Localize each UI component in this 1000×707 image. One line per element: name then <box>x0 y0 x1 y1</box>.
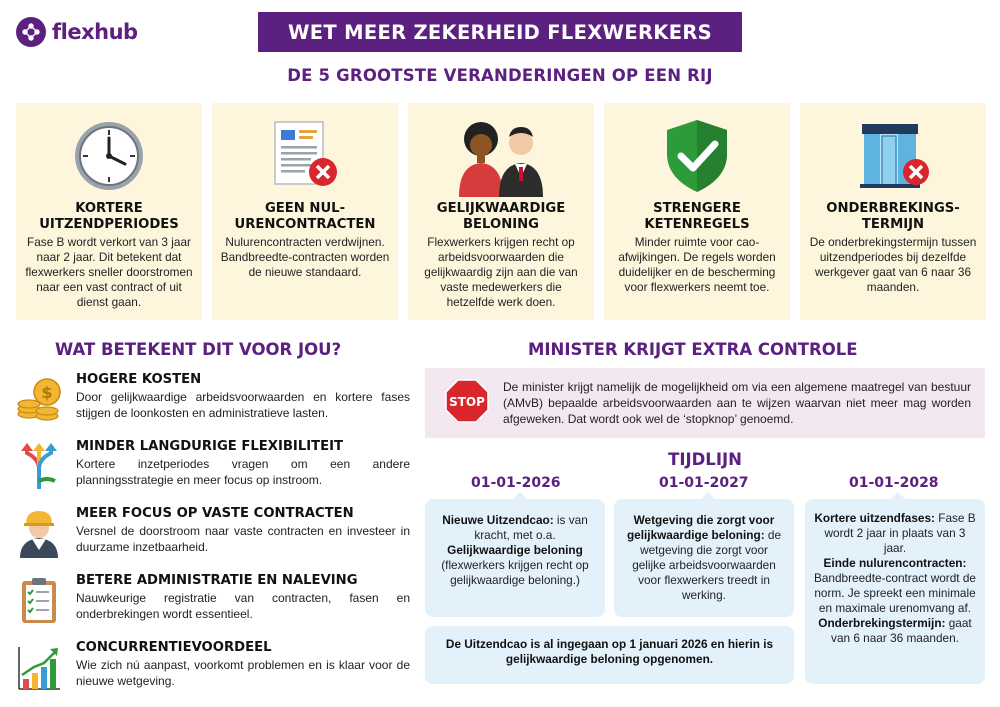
box-text: Bandbreedte-contract wordt de norm. Je spreekt een minimale en maximale urenomvang af. <box>814 571 976 615</box>
card-gelijkwaardige-beloning <box>408 103 594 320</box>
list-item <box>14 372 410 426</box>
svg-text:$: $ <box>41 383 53 402</box>
list-item-title: CONCURRENTIEVOORDEEL <box>76 640 272 655</box>
growth-chart-icon <box>14 640 64 694</box>
two-people-icon <box>416 115 586 197</box>
list-item <box>14 640 410 694</box>
box-bold: Kortere uitzendfases: <box>814 511 935 525</box>
card-title: ONDERBREKINGS-TERMIJN <box>826 201 960 232</box>
timeline-heading: TIJDLIJN <box>668 450 742 469</box>
box-text: (flexwerkers krijgen recht op gelijkwaardige beloning.) <box>441 558 589 587</box>
card-title: GEEN NUL-URENCONTRACTEN <box>234 201 376 232</box>
left-section-heading: WAT BETEKENT DIT VOOR JOU? <box>55 340 342 359</box>
box-text: Fase B wordt 2 jaar in plaats van 3 jaar. <box>824 511 976 555</box>
box-bold: Nieuwe Uitzendcao: <box>442 513 554 527</box>
clock-icon <box>24 115 194 197</box>
box-bold: Einde nulurencontracten: <box>823 556 967 570</box>
list-item <box>14 439 410 493</box>
shield-check-icon <box>612 115 782 197</box>
list-item-text: Kortere inzetperiodes vragen om een andere planningsstrategie en meer focus op instroom. <box>76 457 410 487</box>
flexhub-logo[interactable] <box>16 14 156 50</box>
card-title: STRENGERE KETENREGELS <box>644 201 750 232</box>
box-text: gaat van 6 naar 36 maanden. <box>831 616 972 645</box>
door-cross-icon <box>808 115 978 197</box>
timeline-box-2026 <box>425 499 605 617</box>
list-item-title: MEER FOCUS OP VASTE CONTRACTEN <box>76 506 354 521</box>
minister-text: De minister krijgt namelijk de mogelijkheid om via een algemene maatregel van bestuur (AMvB) bepaalde arbeidsvoorwaarden aan te wijzen waarvan niet meer mag worden afgeweken. Dat wordt ook wel de ‘stopknop’ genoemd. <box>503 380 971 426</box>
list-item-text: Door gelijkwaardige arbeidsvoorwaarden en kortere fases stijgen de loonkosten en administratieve lasten. <box>76 390 410 420</box>
list-item <box>14 506 410 560</box>
construction-worker-icon <box>14 506 64 560</box>
timeline-date-2028: 01-01-2028 <box>849 475 939 491</box>
card-kortere-uitzendperiodes <box>16 103 202 320</box>
card-text: Minder ruimte voor cao-afwijkingen. De regels worden duidelijker en de bescherming voor flexwerkers neemt toe. <box>618 235 776 294</box>
list-item-title: MINDER LANGDURIGE FLEXIBILITEIT <box>76 439 344 454</box>
list-item-title: HOGERE KOSTEN <box>76 372 202 387</box>
network-icon <box>16 17 46 47</box>
minister-heading: MINISTER KRIJGT EXTRA CONTROLE <box>528 340 858 359</box>
card-title: KORTERE UITZENDPERIODES <box>39 201 179 232</box>
timeline-box-note <box>425 626 794 684</box>
list-item-title: BETERE ADMINISTRATIE EN NALEVING <box>76 573 358 588</box>
card-strengere-ketenregels <box>604 103 790 320</box>
timeline-date-2026: 01-01-2026 <box>471 475 561 491</box>
box-bold: Wetgeving die zorgt voor gelijkwaardige beloning: <box>626 513 775 542</box>
diverging-arrows-icon <box>14 439 64 493</box>
card-text: Flexwerkers krijgen recht op arbeidsvoorwaarden die gelijkwaardig zijn aan die van vaste medewerkers die hetzelfde werk doen. <box>424 235 578 309</box>
box-text: de wetgeving die zorgt voor gelijke arbeidsvoorwaarden voor flexwerkers treedt in werking. <box>632 528 782 602</box>
card-geen-nulurencontracten <box>212 103 398 320</box>
page-subtitle: DE 5 GROOTSTE VERANDERINGEN OP EEN RIJ <box>287 66 713 85</box>
list-item-text: Versnel de doorstroom naar vaste contracten en investeer in duurzame inzetbaarheid. <box>76 524 410 554</box>
minister-box <box>425 368 985 438</box>
box-bold: Onderbrekingstermijn: <box>818 616 946 630</box>
box-bold: Gelijkwaardige beloning <box>447 543 583 557</box>
list-item-text: Nauwkeurige registratie van contracten, fasen en onderbrekingen wordt essentieel. <box>76 591 410 621</box>
page-title: WET MEER ZEKERHEID FLEXWERKERS <box>258 12 742 52</box>
box-bold: De Uitzendcao is al ingegaan op 1 januari 2026 en hierin is gelijkwaardige beloning opgenomen. <box>445 637 774 666</box>
card-text: Nulurencontracten verdwijnen. Bandbreedte-contracten worden de nieuwe standaard. <box>220 235 390 279</box>
timeline-date-2027: 01-01-2027 <box>659 475 749 491</box>
box-text: is van kracht, met o.a. <box>474 513 588 542</box>
timeline-box-2028 <box>805 499 985 684</box>
impact-list <box>14 372 410 707</box>
stop-label: STOP <box>449 395 485 409</box>
list-item-text: Wie zich nú aanpast, voorkomt problemen en is klaar voor de nieuwe wetgeving. <box>76 658 410 688</box>
document-cross-icon <box>220 115 390 197</box>
stop-sign-icon <box>445 379 489 427</box>
changes-cards <box>16 103 986 320</box>
coins-icon <box>14 372 64 426</box>
list-item <box>14 573 410 627</box>
logo-text: flexhub <box>52 20 138 44</box>
card-text: Fase B wordt verkort van 3 jaar naar 2 jaar. Dit betekent dat flexwerkers sneller doorstromen naar een vast contract of uit dienst gaan. <box>25 235 193 309</box>
card-title: GELIJKWAARDIGE BELONING <box>436 201 566 232</box>
card-onderbrekingstermijn <box>800 103 986 320</box>
clipboard-checklist-icon <box>14 573 64 627</box>
card-text: De onderbrekingstermijn tussen uitzendperiodes bij dezelfde werkgever gaat van 6 naar 36 maanden. <box>809 235 977 294</box>
timeline-box-2027 <box>614 499 794 617</box>
